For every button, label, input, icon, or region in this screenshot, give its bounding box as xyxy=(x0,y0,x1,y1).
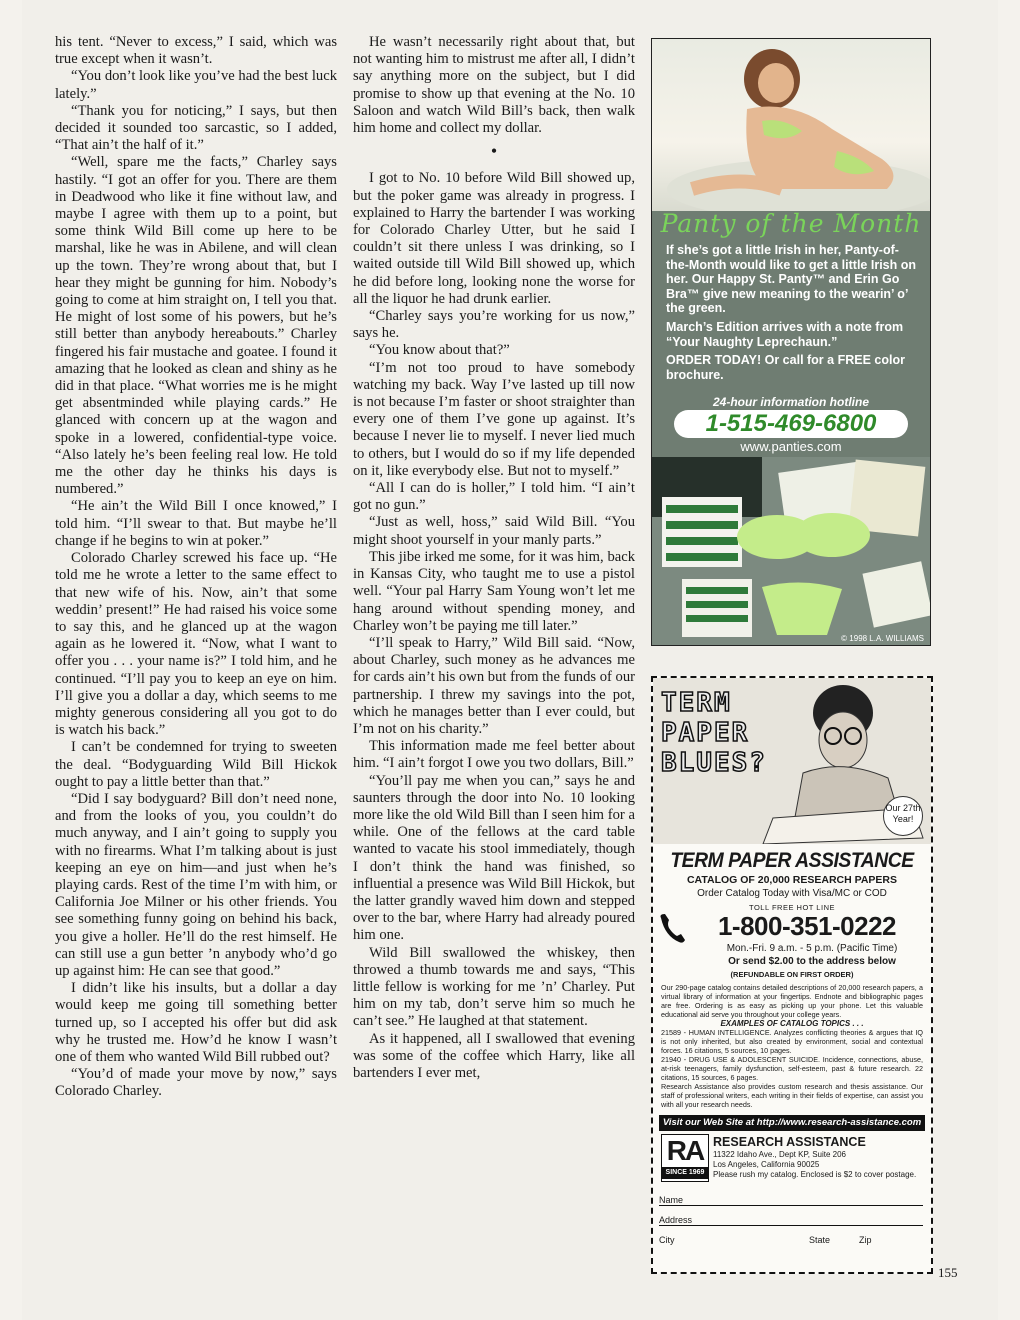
examples-title: EXAMPLES OF CATALOG TOPICS . . . xyxy=(720,1019,864,1028)
ra-logo-text: RA xyxy=(666,1135,704,1166)
name-field[interactable] xyxy=(659,1189,923,1206)
company-name: RESEARCH ASSISTANCE xyxy=(713,1135,866,1149)
anniversary-badge: Our 27th Year! xyxy=(883,796,923,836)
website-url: www.panties.com xyxy=(740,439,842,454)
description-text: Our 290-page catalog contains detailed descriptions of 20,000 research papers, a virtual library of information at your fingertips. Endnote and bibliographic pages are free. Ordering is as easy as picking up your phone. Let this valuable educational aid serve you throughout your college years. xyxy=(661,983,923,1019)
paragraph: “Thank you for noticing,” I says, but then decided it sounded too sarcastic, so I added, “That ain’t the half of it.” xyxy=(55,102,337,154)
ad-headline: TERM PAPER BLUES? xyxy=(661,688,767,778)
paragraph: Colorado Charley screwed his face up. “He told me he wrote a letter to the same effect to that new wife of his. Now, ain’t that some weddin’ present!” He had raised his voice some to say this, and he glanced up at the wagon again as he lowered it. “Now, what I want to offer you . . . your name is?” I told him, and he continued. “I’ll pay you to keep an eye on him. I’ll give you a dollar a day, which seems to me mighty generous considering all you got to do is watch his back.” xyxy=(55,550,337,739)
paragraph: As it happened, all I swallowed that evening was some of the coffee which Harry, like all bartenders I ever met, xyxy=(353,1030,635,1081)
paragraph: “He ain’t the Wild Bill I once knowed,” I told him. “I’ll swear to that. But maybe he’ll change if he begins to win at poker.” xyxy=(55,498,337,549)
section-separator: • xyxy=(490,141,498,162)
rush-note: Please rush my catalog. Enclosed is $2 to cover postage. xyxy=(713,1170,917,1179)
paragraph: “Charley says you’re working for us now,” says he. xyxy=(353,308,635,342)
ad-body-text: If she’s got a little Irish in her, Panty-of-the-Month would like to get a little Irish on her. Our Happy St. Panty™ and Erin Go Bra™ give new meaning to the wearin’ o’ the green. xyxy=(666,243,916,316)
term-paper-ad xyxy=(651,676,933,1274)
since-label: SINCE 1969 xyxy=(662,1167,708,1179)
paragraph: “Well, spare me the facts,” Charley says hastily. “I got an offer for you. There are them in Deadwood who like it fine without law, and maybe I agree with them up to a point, but some think Wild Bill come up here to be marshal, like he was in Abilene, and will clean up the town. They’re wrong about that, but I hear they might be gunning for him. Nobody’s going to come at him straight on, I tell you that. He might of lost some of his powers, but he’s still better than anybody hereabouts.” Charley fingered his fair mustache and goatee. I found it amazing that he looked as clean and shiny as he did in that place. “What worries me is he might get absentminded while playing cards.” He glanced with concern up at the wagon and spoke in a lowered, confidential-type voice. “Also lately he’s been feeling real low. He told me the other day he thinks his days is numbered.” xyxy=(55,154,337,498)
city-state-zip-field[interactable] xyxy=(659,1229,923,1245)
website-banner: Visit our Web Site at http://www.research-assistance.com xyxy=(659,1115,925,1131)
paragraph: “I’m not too proud to have somebody watching my back. Way I’ve lasted up till now is not because I’m faster or shoot straighter than every one of them I’ve gone up against. It’s because I never lie to myself. I never lied much to others, but I would do so if my life depended on it, like everybody else. But not to myself.” xyxy=(353,359,635,479)
company-address: Los Angeles, California 90025 xyxy=(713,1160,820,1169)
ad-title: Panty of the Month xyxy=(660,209,922,238)
ad-title: TERM PAPER ASSISTANCE xyxy=(670,849,914,872)
paragraph: Wild Bill swallowed the whiskey, then throwed a thumb towards me and says, “This little fellow is working for me ’n’ Charley. Put him on my tab, don’t serve him so much he can’t see.” He laughed at that statement. xyxy=(353,944,635,1030)
zip-field-label: Zip xyxy=(859,1235,872,1245)
ad-illustration xyxy=(653,678,931,844)
paragraph: “You don’t look like you’ve had the best luck lately.” xyxy=(55,68,337,102)
paragraph: “I’ll speak to Harry,” Wild Bill said. “Now, about Charley, such money as he advances me for cards ain’t his own but from the funds of our partnership. I threw my savings into the pot, which he manages better than I ever could, but I’m not on his charity.” xyxy=(353,634,635,737)
page-number: 155 xyxy=(938,1265,958,1280)
paragraph: I can’t be condemned for trying to sweeten the deal. “Bodyguarding Wild Bill Hickok ought to pay a little better than that.” xyxy=(55,739,337,790)
example-item: 21589 - HUMAN INTELLIGENCE. Analyzes conflicting theories & argues that IQ is not only inherited, but also created by environment, social and contextual forces. 16 citations, 5 sources, 10 pages. xyxy=(661,1028,923,1055)
paragraph: “Just as well, hoss,” said Wild Bill. “You might shoot yourself in your manly parts.” xyxy=(353,514,635,548)
paragraph: He wasn’t necessarily right about that, but not wanting him to mistrust me after all, I didn’t say anything more on the subject, but I did promise to show up that evening at the No. 10 Saloon and watch Wild Bill’s back, then walk him home and collect my dollar. xyxy=(353,34,635,137)
paragraph: “You’ll pay me when you can,” says he and saunters through the door into No. 10 looking more like the old Wild Bill than I seen him for a while. One of the fellows at the card table wanted to vacate his stool immediately, though I don’t think the hand was finished, so influential a presence was Wild Bill Hickok, but the latter grandly waved him down and stepped over to the bar, where Harry had already poured him one. xyxy=(353,772,635,944)
order-line: Order Catalog Today with Visa/MC or COD xyxy=(697,888,887,899)
hotline-label: 24-hour information hotline xyxy=(713,395,869,409)
article-column-1 xyxy=(55,34,337,1101)
address-field[interactable] xyxy=(659,1209,923,1226)
ad-call-to-action: ORDER TODAY! Or call for a FREE color brochure. xyxy=(666,353,905,382)
article-column-2 xyxy=(353,34,635,1082)
paragraph: “You’d of made your move by now,” says Colorado Charley. xyxy=(55,1066,337,1100)
send-line: Or send $2.00 to the address below xyxy=(728,956,896,967)
copyright-note: © 1998 L.A. WILLIAMS xyxy=(841,634,924,643)
paragraph: “You know about that?” xyxy=(369,342,510,359)
ad-body xyxy=(666,243,918,386)
paragraph: “All I can do is holler,” I told him. “I ain’t got no gun.” xyxy=(353,480,635,514)
refund-line: (REFUNDABLE ON FIRST ORDER) xyxy=(730,970,854,979)
address-field-label: Address xyxy=(659,1215,693,1225)
model-photo xyxy=(652,39,930,211)
company-info xyxy=(713,1135,925,1180)
paragraph: This information made me feel better about him. “I ain’t forgot I owe you two dollars, Bill.” xyxy=(353,738,635,772)
product-photo xyxy=(652,457,930,645)
panty-ad xyxy=(651,38,931,646)
name-field-label: Name xyxy=(659,1195,684,1205)
company-address: 11322 Idaho Ave., Dept KP, Suite 206 xyxy=(713,1150,846,1159)
paragraph: his tent. “Never to excess,” I said, which was true except when it wasn’t. xyxy=(55,34,337,68)
hours-line: Mon.-Fri. 9 a.m. - 5 p.m. (Pacific Time) xyxy=(726,943,898,954)
state-field-label: State xyxy=(809,1235,831,1245)
paragraph: I got to No. 10 before Wild Bill showed up, but the poker game was already in progress. I explained to Harry the bartender I was working for Colorado Charley Utter, but he said I couldn’t sit there unless I was drinking, so I waited outside till Wild Bill showed up, which he did before long, looking none the worse for all the liquor he had drunk earlier. xyxy=(353,170,635,307)
ad-description xyxy=(661,983,923,1109)
ra-logo xyxy=(661,1134,709,1182)
example-item: 21940 - DRUG USE & ADOLESCENT SUICIDE. Incidence, connections, abuse, at-risk teenagers, family dysfunction, self-esteem, past & future research. 22 citations, 15 sources, 6 pages. xyxy=(661,1055,923,1082)
catalog-line: CATALOG OF 20,000 RESEARCH PAPERS xyxy=(686,874,898,886)
paragraph: This jibe irked me some, for it was him, back in Kansas City, who taught me to use a pistol well. “Your pal Harry Sam Young won’t let me hang around without spending money, and Charley won’t be paying me till later.” xyxy=(353,548,635,634)
paragraph: “Did I say bodyguard? Bill don’t need none, and from the looks of you, you couldn’t do much anyway, and I ain’t going to supply you with no firearms. What I’m talking about is just keeping an eye on him—and just when he’s playing cards. Rest of the time I’m with him, or California Joe Milner or his other friends. You see something funny going on behind his back, you give a holler. He’ll do the rest himself. He can still use a gun better ’n anybody who’d go up against him: He can see that good.” xyxy=(55,790,337,979)
phone-number: 1-515-469-6800 xyxy=(674,410,908,438)
paragraph: I didn’t like his insults, but a dollar a day would keep me going till something better turned up, so I accepted his offer but did ask why he trusted me. How’d he know I wasn’t one of them who wanted Wild Bill rubbed out? xyxy=(55,980,337,1065)
tollfree-label: TOLL FREE HOT LINE xyxy=(749,903,835,912)
phone-number: 1-800-351-0222 xyxy=(717,911,897,941)
city-field-label: City xyxy=(659,1235,675,1245)
staff-text: Research Assistance also provides custom research and thesis assistance. Our staff of professional writers, each writing in their fields of expertise, can assist you with all your research needs. xyxy=(661,1082,923,1109)
ad-body-text: March’s Edition arrives with a note from “Your Naughty Leprechaun.” xyxy=(666,319,904,349)
